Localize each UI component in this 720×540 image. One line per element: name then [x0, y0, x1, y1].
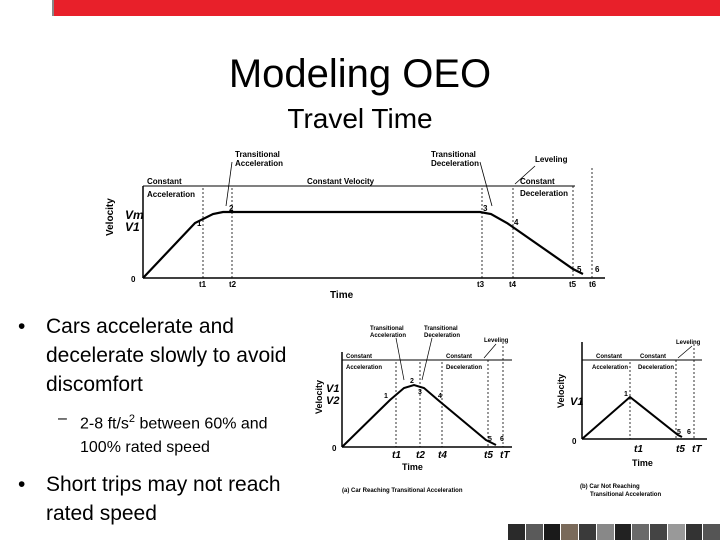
label-v2: V2 — [326, 395, 340, 407]
photo-tile — [703, 524, 720, 540]
label-origin: 0 — [332, 444, 337, 453]
label-constant-velocity: Constant Velocity — [307, 177, 375, 186]
x-axis-label: Time — [632, 458, 653, 468]
sub-bullet-superscript: 2 — [128, 413, 136, 425]
pointer-transitional-acceleration — [226, 162, 232, 206]
label-vm: Vm — [125, 208, 144, 222]
top-accent-bar — [52, 0, 720, 16]
label-constant-deceleration-2: Deceleration — [638, 365, 675, 371]
label-constant-acceleration-1: Constant — [596, 354, 622, 360]
label-leveling: Leveling — [535, 155, 568, 164]
photo-tile — [668, 524, 685, 540]
label-constant-acceleration-2: Acceleration — [147, 190, 196, 199]
caption-line-1: (b) Car Not Reaching — [580, 484, 640, 490]
top-velocity-time-diagram — [95, 148, 615, 300]
label-transitional-acceleration-1: Transitional — [370, 326, 404, 332]
photo-tile — [526, 524, 543, 540]
photo-tile — [615, 524, 632, 540]
label-t1: t1 — [392, 450, 401, 461]
label-t3: t3 — [477, 280, 485, 289]
label-point-2: 2 — [229, 204, 234, 213]
diagram-b-not-reaching-transitional-acceleration — [552, 332, 718, 500]
pointer-transitional-deceleration — [422, 338, 432, 380]
bullet-item — [18, 312, 308, 399]
label-point-3: 3 — [418, 389, 422, 396]
label-constant-acceleration-2: Acceleration — [592, 365, 629, 371]
label-v1: V1 — [570, 396, 584, 408]
label-tT: tT — [692, 444, 702, 455]
label-constant-deceleration-1: Constant — [520, 177, 555, 186]
label-leveling: Leveling — [484, 338, 509, 344]
label-origin: 0 — [131, 275, 136, 284]
y-axis-label: Velocity — [105, 198, 116, 236]
photo-tile — [597, 524, 614, 540]
pointer-transitional-acceleration — [396, 338, 404, 380]
bullet-text: Cars accelerate and decelerate slowly to avoid discomfort — [46, 315, 287, 396]
bullet-item — [18, 470, 308, 528]
label-transitional-deceleration-1: Transitional — [424, 326, 458, 332]
label-t5: t5 — [569, 280, 577, 289]
sub-bullet-text-before: 2-8 ft/s — [80, 415, 129, 433]
caption: (a) Car Reaching Transitional Acceleration — [342, 488, 463, 494]
label-constant-deceleration-2: Deceleration — [446, 365, 483, 371]
label-t1: t1 — [634, 444, 643, 455]
label-point-6: 6 — [595, 265, 600, 274]
label-transitional-deceleration-2: Deceleration — [424, 333, 461, 339]
bullet-dot: • — [18, 473, 26, 497]
y-axis-label: Velocity — [556, 373, 566, 408]
label-point-3: 3 — [483, 204, 488, 213]
y-axis-label: Velocity — [314, 379, 324, 414]
label-constant-acceleration-1: Constant — [346, 354, 372, 360]
label-v1: V1 — [326, 383, 340, 395]
label-t4: t4 — [509, 280, 517, 289]
label-point-6: 6 — [687, 429, 691, 436]
label-origin: 0 — [572, 437, 577, 446]
label-t5: t5 — [484, 450, 493, 461]
bullet-dot: • — [18, 315, 26, 338]
sub-bullet-item — [18, 407, 308, 460]
label-t4: t4 — [438, 450, 447, 461]
sub-bullet-dash: – — [58, 410, 67, 427]
photo-tile — [632, 524, 649, 540]
velocity-profile-curve — [582, 397, 682, 439]
label-constant-deceleration-1: Constant — [640, 354, 666, 360]
diagram-a-reaching-transitional-acceleration — [312, 322, 527, 500]
label-t5: t5 — [676, 444, 685, 455]
label-v1: V1 — [125, 220, 140, 234]
label-constant-acceleration-2: Acceleration — [346, 365, 383, 371]
x-axis-label: Time — [330, 290, 354, 300]
label-point-2: 2 — [410, 378, 414, 385]
x-axis-label: Time — [402, 462, 423, 472]
label-point-4: 4 — [438, 393, 442, 400]
label-point-1: 1 — [197, 219, 202, 228]
sub-bullet-text-after: between 60% and 100% rated speed — [80, 415, 268, 457]
label-constant-deceleration-2: Deceleration — [520, 189, 569, 198]
bullet-text: Short trips may not reach rated speed — [46, 473, 281, 526]
label-transitional-deceleration-2: Deceleration — [431, 159, 480, 168]
label-t1: t1 — [199, 280, 207, 289]
label-point-4: 4 — [514, 218, 519, 227]
label-point-5: 5 — [577, 265, 582, 274]
label-constant-deceleration-1: Constant — [446, 354, 472, 360]
pointer-transitional-deceleration — [480, 162, 492, 206]
label-t2: t2 — [229, 280, 237, 289]
label-t6: t6 — [589, 280, 597, 289]
label-t2: t2 — [416, 450, 425, 461]
photo-tile — [561, 524, 578, 540]
slide-subtitle: Travel Time — [287, 103, 433, 134]
pointer-leveling — [678, 346, 692, 358]
pointer-leveling — [484, 344, 496, 358]
photo-tile — [650, 524, 667, 540]
label-transitional-acceleration-2: Acceleration — [235, 159, 284, 168]
label-transitional-deceleration-1: Transitional — [431, 150, 476, 159]
photo-tile — [686, 524, 703, 540]
label-point-5: 5 — [677, 429, 681, 436]
label-point-5: 5 — [488, 436, 492, 443]
label-constant-acceleration-1: Constant — [147, 177, 182, 186]
label-point-1: 1 — [624, 391, 628, 398]
bullet-list — [18, 312, 308, 536]
label-tT: tT — [500, 450, 510, 461]
label-point-1: 1 — [384, 393, 388, 400]
decorative-photo-strip — [508, 524, 720, 540]
label-leveling: Leveling — [676, 340, 701, 346]
label-transitional-acceleration-1: Transitional — [235, 150, 280, 159]
photo-tile — [508, 524, 525, 540]
label-point-6: 6 — [500, 436, 504, 443]
slide-title: Modeling OEO — [228, 52, 492, 96]
photo-tile — [544, 524, 561, 540]
photo-tile — [579, 524, 596, 540]
label-transitional-acceleration-2: Acceleration — [370, 333, 407, 339]
caption-line-2: Transitional Acceleration — [590, 492, 662, 498]
